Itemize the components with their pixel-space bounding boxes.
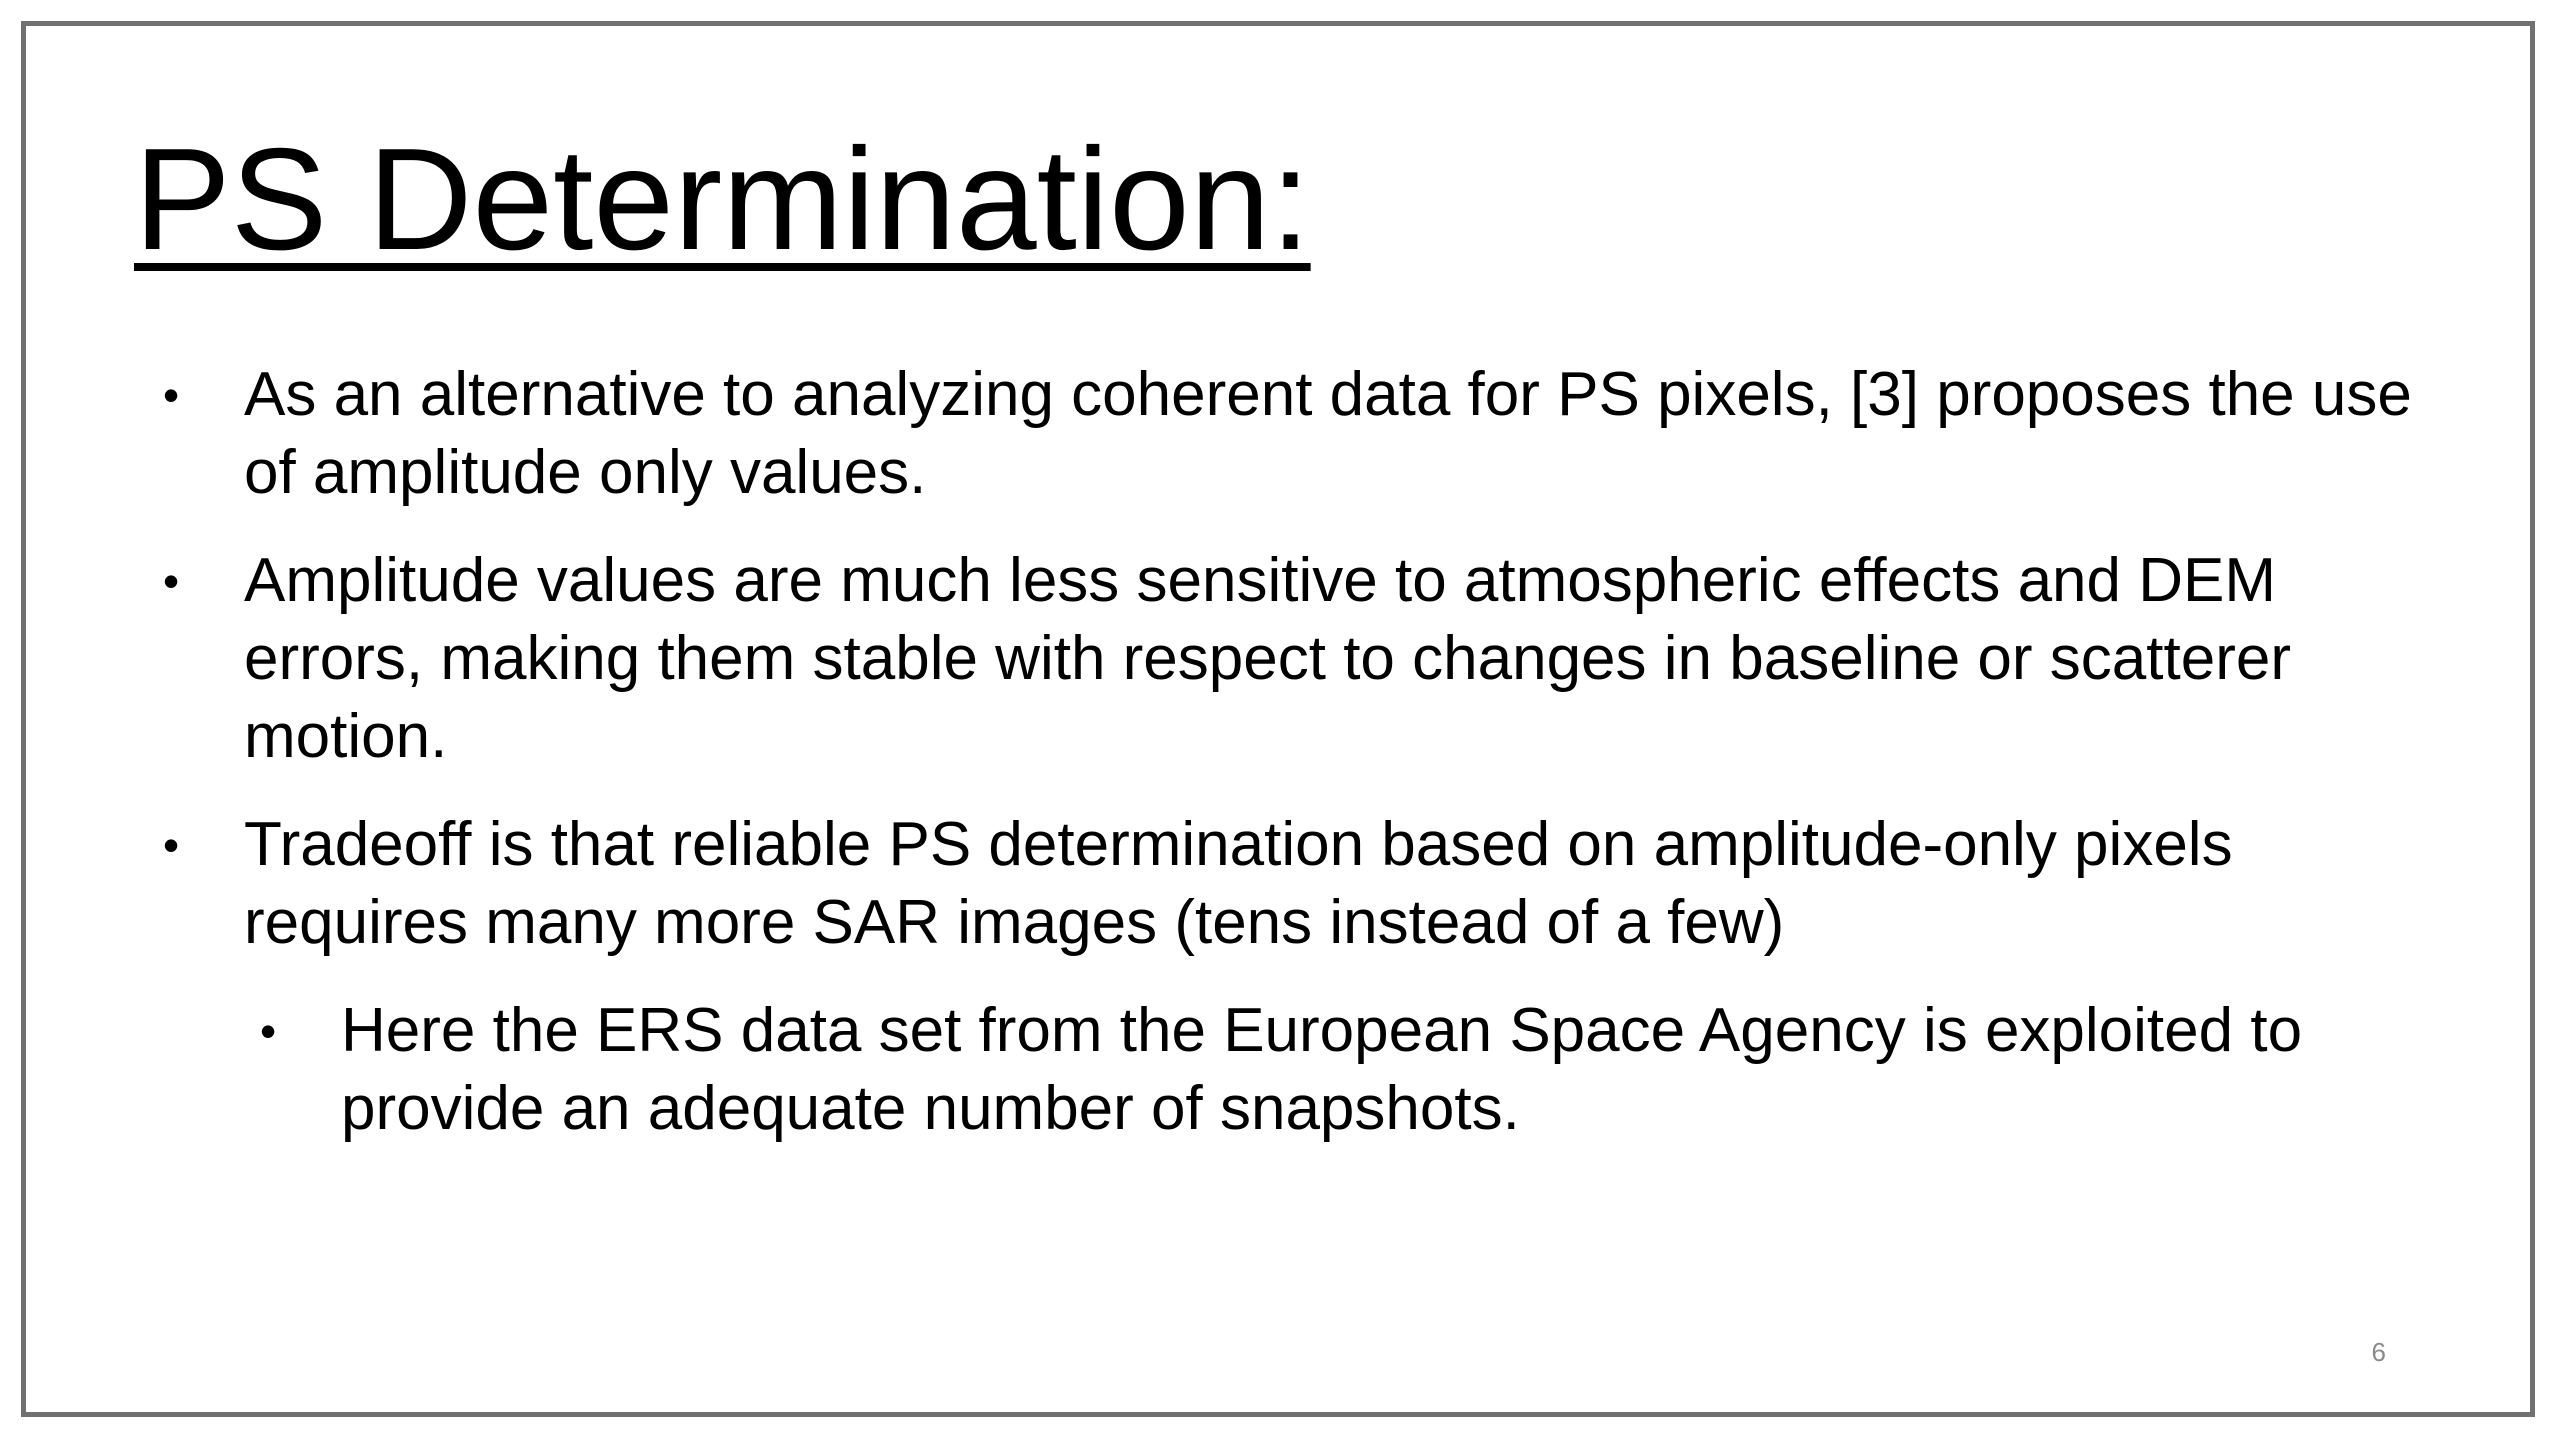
bullet-item — [26, 356, 2540, 512]
slide — [21, 21, 2535, 1417]
bullet-dot-icon: • — [163, 369, 180, 421]
bullet-item — [26, 806, 2540, 962]
page-number: 6 — [2371, 1337, 2386, 1367]
slide-title: PS Determination: — [134, 118, 1311, 280]
bullet-dot-icon: • — [260, 1005, 277, 1057]
bullet-dot-icon: • — [163, 819, 180, 871]
bullet-list — [26, 356, 2540, 1178]
sub-bullet-item — [26, 992, 2540, 1148]
bullet-text: As an alternative to analyzing coherent data for PS pixels, [3] proposes the use of amplitude only values. — [244, 360, 2412, 507]
bullet-dot-icon: • — [163, 555, 180, 607]
bullet-item — [26, 542, 2540, 776]
bullet-text: Tradeoff is that reliable PS determination based on amplitude-only pixels requires many more SAR images (tens instead of a few) — [244, 810, 2233, 957]
bullet-text: Amplitude values are much less sensitive to atmospheric effects and DEM errors, making them stable with respect to changes in baseline or scatterer motion. — [244, 546, 2291, 771]
bullet-text: Here the ERS data set from the European Space Agency is exploited to provide an adequate number of snapshots. — [341, 996, 2303, 1143]
